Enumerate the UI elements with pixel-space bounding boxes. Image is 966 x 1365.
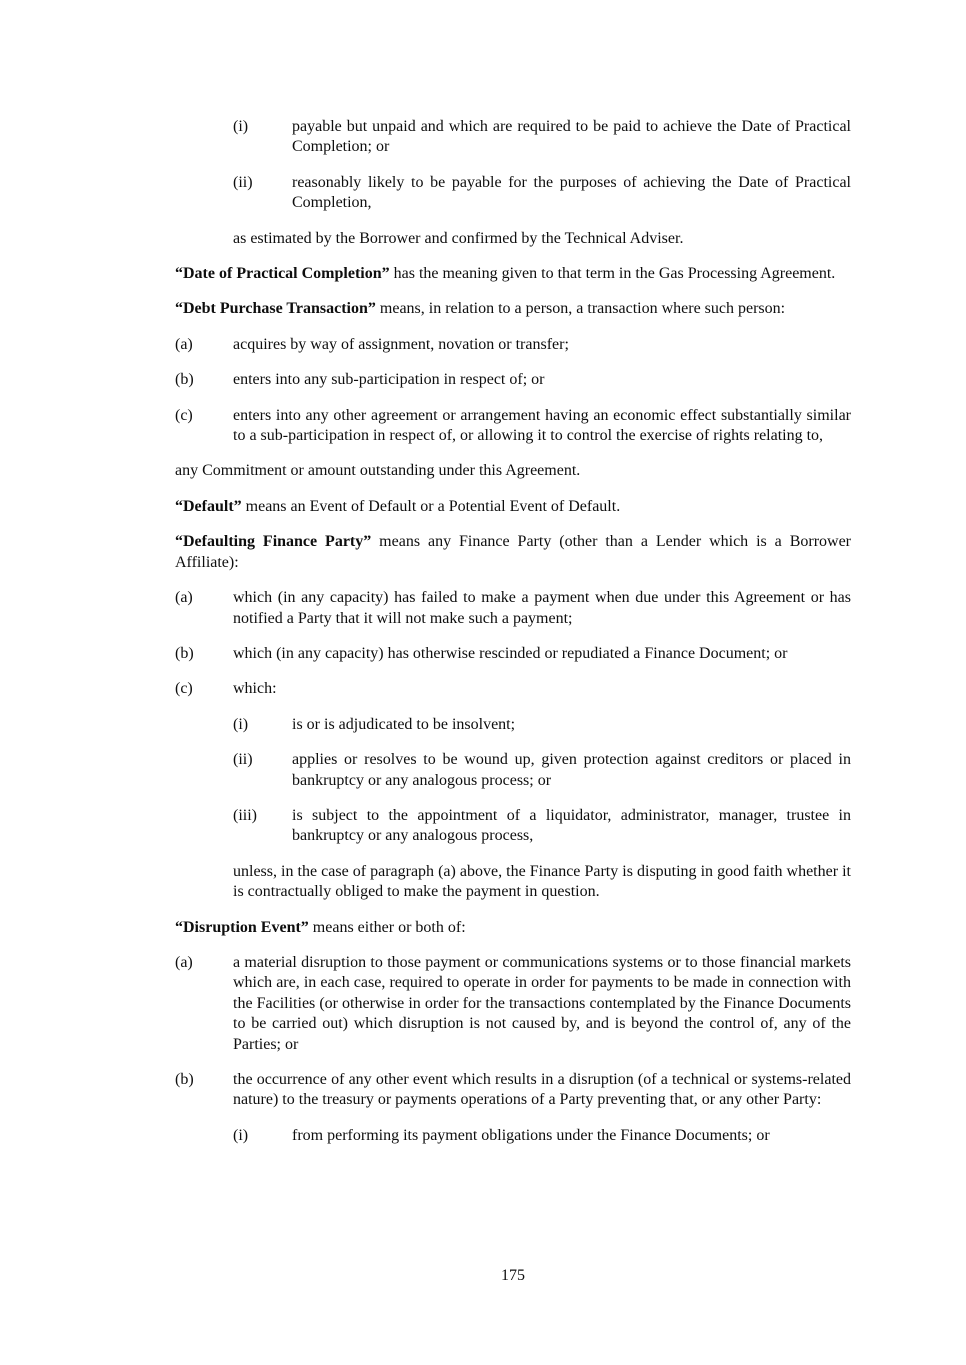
- defined-term: “Disruption Event”: [175, 918, 309, 936]
- list-item-label: (i): [233, 715, 249, 733]
- list-item-label: (i): [233, 1126, 249, 1144]
- list-item-text: enters into any other agreement or arrangement having an economic effect substantially similar to a sub-participation in respect of, or allowing it to control the exercise of rights relating to,: [233, 406, 851, 445]
- list-item-label: (i): [233, 118, 249, 135]
- list-item-text: the occurrence of any other event which results in a disruption (of a technical or systems-related nature) to the treasury or payments operations of a Party preventing that, or any other Party:: [233, 1071, 851, 1109]
- list-item-label: (iii): [233, 806, 257, 824]
- list-item: [175, 644, 851, 664]
- list-item-text: is subject to the appointment of a liquidator, administrator, manager, trustee in bankruptcy or any analogous process,: [292, 806, 851, 845]
- definition-paragraph: [175, 497, 851, 517]
- definition-paragraph: [175, 264, 851, 284]
- list-item: [175, 588, 851, 629]
- list-item-text: enters into any sub-participation in respect of; or: [233, 371, 545, 389]
- continuation-paragraph: as estimated by the Borrower and confirmed by the Technical Adviser.: [233, 229, 684, 247]
- list-item: [175, 370, 851, 390]
- defined-term: “Debt Purchase Transaction”: [175, 300, 376, 318]
- list-item-text: is or is adjudicated to be insolvent;: [292, 715, 516, 733]
- list-item-label: (c): [175, 680, 193, 698]
- list-item-label: (a): [175, 589, 193, 607]
- list-item-text: which (in any capacity) has otherwise rescinded or repudiated a Finance Document; or: [233, 644, 788, 662]
- list-item-label: (ii): [233, 751, 253, 769]
- list-item-label: (b): [175, 371, 194, 389]
- defined-term: “Default”: [175, 497, 242, 515]
- list-item-text: a material disruption to those payment or communications systems or to those financial markets which are, in each case, required to operate in order for payments to be made in connection with the Facilities (or otherwise in order for the transactions contemplated by the Finance Documents to be carried out) which disruption is not caused by, and is beyond the control of, any of the Parties; or: [233, 953, 851, 1053]
- definition-text: means either or both of:: [308, 918, 466, 936]
- page-number: 175: [501, 1267, 525, 1284]
- list-item: [233, 715, 851, 735]
- list-item: [175, 335, 851, 355]
- list-item: [175, 679, 851, 699]
- definition-text: means an Event of Default or a Potential Event of Default.: [241, 497, 621, 515]
- list-item-text: which (in any capacity) has failed to make a payment when due under this Agreement or has notified a Party that it will not make such a payment;: [233, 589, 851, 627]
- document-content: [175, 117, 851, 1161]
- definition-text: means, in relation to a person, a transaction where such person:: [375, 300, 786, 318]
- list-item: [233, 1126, 851, 1146]
- list-item-label: (a): [175, 953, 193, 971]
- list-item-text: payable but unpaid and which are required to be paid to achieve the Date of Practical Completion; or: [292, 118, 851, 156]
- definition-text: has the meaning given to that term in the Gas Processing Agreement.: [389, 265, 836, 283]
- list-item-text: acquires by way of assignment, novation or transfer;: [233, 335, 569, 353]
- definition-paragraph: [175, 532, 851, 573]
- list-item: [175, 953, 851, 1055]
- paragraph: any Commitment or amount outstanding under this Agreement.: [175, 462, 581, 480]
- list-item-label: (ii): [233, 173, 253, 191]
- list-item-label: (c): [175, 406, 193, 424]
- list-item: [175, 1070, 851, 1111]
- list-item-text: applies or resolves to be wound up, given protection against creditors or placed in bankruptcy or any analogous process; or: [292, 751, 851, 789]
- list-item-text: from performing its payment obligations under the Finance Documents; or: [292, 1126, 770, 1144]
- continuation-paragraph: unless, in the case of paragraph (a) above, the Finance Party is disputing in good faith whether it is contractually obliged to make the payment in question.: [233, 862, 851, 901]
- definition-paragraph: [175, 299, 851, 319]
- defined-term: “Date of Practical Completion”: [175, 265, 390, 283]
- list-item-label: (b): [175, 644, 194, 662]
- defined-term: “Defaulting Finance Party”: [175, 533, 372, 551]
- list-item: [233, 173, 851, 214]
- list-item-text: reasonably likely to be payable for the purposes of achieving the Date of Practical Completion,: [292, 173, 851, 212]
- list-item: [233, 750, 851, 791]
- list-item: [233, 806, 851, 847]
- list-item-text: which:: [233, 680, 277, 698]
- list-item-label: (a): [175, 335, 193, 353]
- list-item: [175, 406, 851, 447]
- list-item-label: (b): [175, 1071, 194, 1088]
- definition-text: means any Finance Party (other than a Lender which is a Borrower Affiliate):: [175, 533, 852, 571]
- list-item: [233, 117, 851, 158]
- definition-paragraph: [175, 918, 851, 938]
